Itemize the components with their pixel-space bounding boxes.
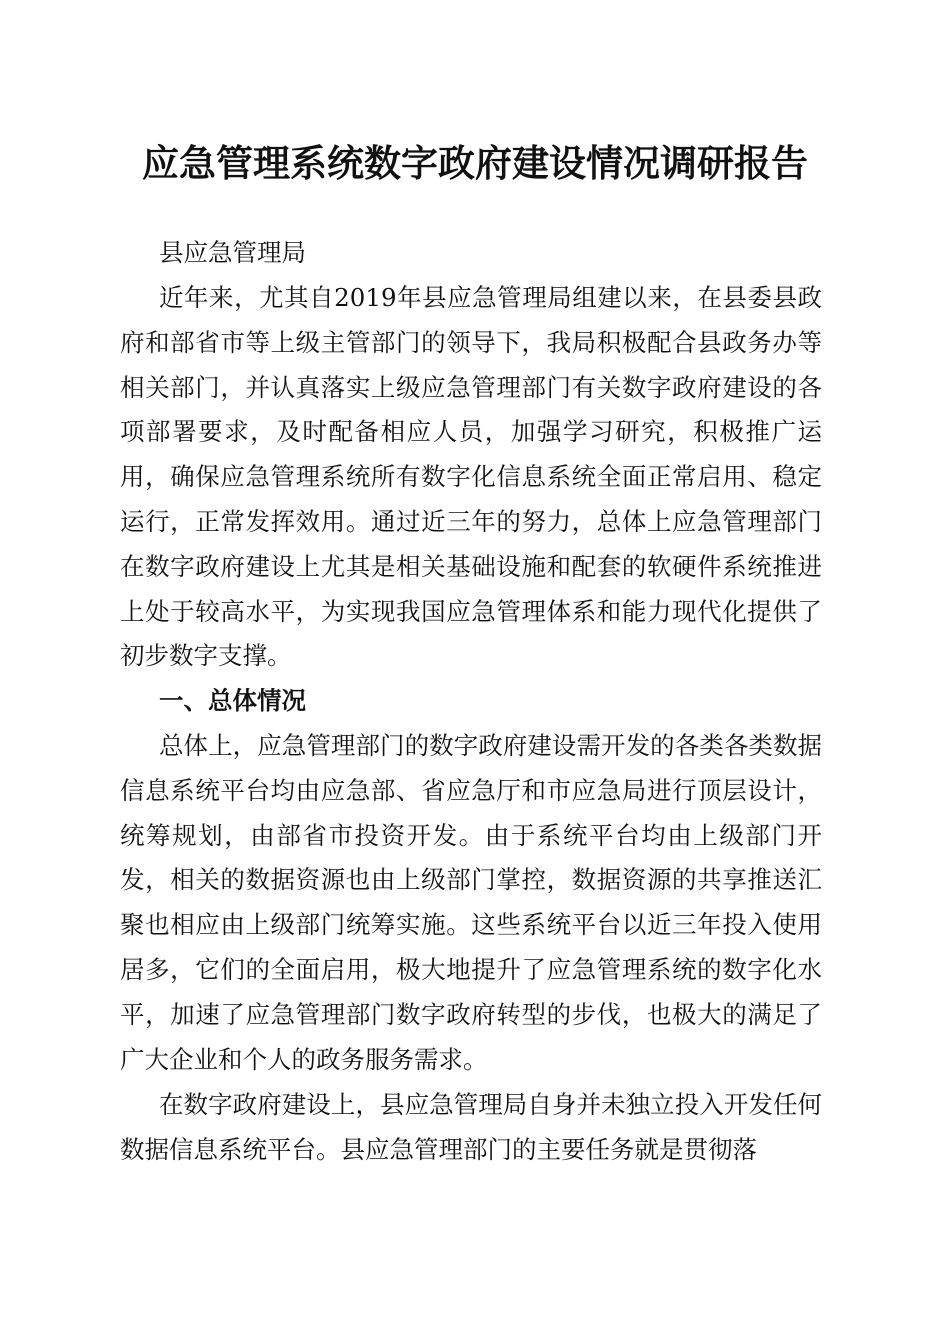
- section1-paragraph-2: 在数字政府建设上，县应急管理局自身并未独立投入开发任何数据信息系统平台。县应急管理部门的主要任务就是贯彻落: [120, 1090, 822, 1164]
- section1-paragraph-1: 总体上，应急管理部门的数字政府建设需开发的各类各类数据信息系统平台均由应急部、省应急厅和市应急局进行顶层设计，统筹规划，由部省市投资开发。由于系统平台均由上级部门开发，相关的数据资源也由上级部门掌控，数据资源的共享推送汇聚也相应由上级部门统筹实施。这些系统平台以近三年投入使用居多，它们的全面启用，极大地提升了应急管理系统的数字化水平，加速了应急管理部门数字政府转型的步伐，也极大的满足了广大企业和个人的政务服务需求。: [120, 731, 822, 1074]
- intro-paragraph: 近年来，尤其自2019年县应急管理局组建以来，在县委县政府和部省市等上级主管部门的领导下，我局积极配合县政务办等相关部门，并认真落实上级应急管理部门有关数字政府建设的各项部署要求，及时配备相应人员，加强学习研究，积极推广运用，确保应急管理系统所有数字化信息系统全面正常启用、稳定运行，正常发挥效用。通过近三年的努力，总体上应急管理部门在数字政府建设上尤其是相关基础设施和配套的软硬件系统推进上处于较高水平，为实现我国应急管理体系和能力现代化提供了初步数字支撑。: [120, 283, 822, 671]
- author-line: 县应急管理局: [159, 238, 306, 267]
- section-heading-overview: 一、总体情况: [159, 686, 306, 715]
- document-title: 应急管理系统数字政府建设情况调研报告: [142, 141, 808, 185]
